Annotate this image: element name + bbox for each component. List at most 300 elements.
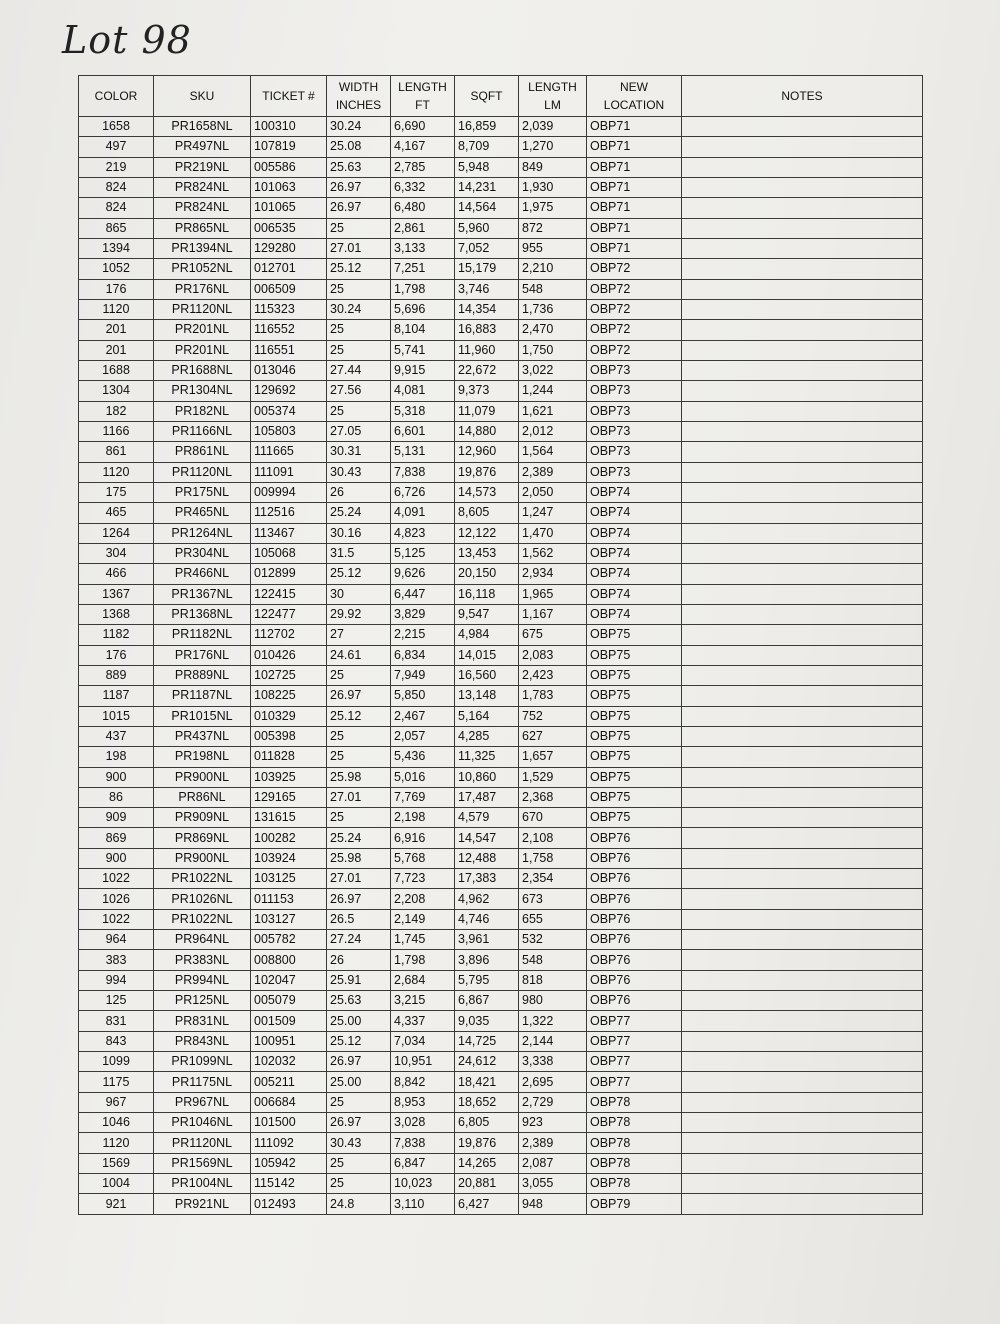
cell-sku: PR831NL — [154, 1011, 251, 1031]
cell-width: 25 — [327, 747, 391, 767]
cell-sqft: 4,285 — [455, 726, 519, 746]
cell-width: 24.8 — [327, 1194, 391, 1215]
cell-length-lm: 548 — [519, 950, 587, 970]
cell-location: OBP76 — [587, 909, 682, 929]
cell-location: OBP76 — [587, 869, 682, 889]
cell-sqft: 12,960 — [455, 442, 519, 462]
cell-length-lm: 948 — [519, 1194, 587, 1215]
cell-color: 1264 — [79, 523, 154, 543]
table-row — [79, 564, 923, 584]
cell-sku: PR1569NL — [154, 1153, 251, 1173]
table-row — [79, 299, 923, 319]
table-row — [79, 686, 923, 706]
cell-length-ft: 1,745 — [391, 930, 455, 950]
cell-sqft: 4,984 — [455, 625, 519, 645]
cell-sqft: 8,709 — [455, 137, 519, 157]
cell-color: 964 — [79, 930, 154, 950]
cell-length-lm: 1,758 — [519, 848, 587, 868]
cell-color: 921 — [79, 1194, 154, 1215]
cell-color: 1022 — [79, 909, 154, 929]
cell-ticket: 102032 — [251, 1052, 327, 1072]
cell-location: OBP73 — [587, 360, 682, 380]
cell-ticket: 011153 — [251, 889, 327, 909]
cell-sku: PR909NL — [154, 808, 251, 828]
header-notes: NOTES — [682, 76, 923, 117]
cell-width: 25 — [327, 279, 391, 299]
cell-width: 25 — [327, 1153, 391, 1173]
cell-color: 383 — [79, 950, 154, 970]
cell-location: OBP77 — [587, 1011, 682, 1031]
cell-ticket: 012701 — [251, 259, 327, 279]
cell-sku: PR1026NL — [154, 889, 251, 909]
cell-length-ft: 6,916 — [391, 828, 455, 848]
cell-length-ft: 7,838 — [391, 462, 455, 482]
cell-color: 909 — [79, 808, 154, 828]
cell-notes — [682, 482, 923, 502]
cell-color: 1120 — [79, 299, 154, 319]
cell-color: 1015 — [79, 706, 154, 726]
header-row — [79, 76, 923, 117]
cell-length-lm: 2,108 — [519, 828, 587, 848]
cell-sku: PR201NL — [154, 340, 251, 360]
cell-sku: PR86NL — [154, 787, 251, 807]
cell-location: OBP76 — [587, 889, 682, 909]
cell-length-ft: 5,696 — [391, 299, 455, 319]
cell-length-ft: 5,318 — [391, 401, 455, 421]
cell-sku: PR176NL — [154, 645, 251, 665]
table-row — [79, 340, 923, 360]
cell-length-lm: 1,167 — [519, 604, 587, 624]
cell-sku: PR1120NL — [154, 1133, 251, 1153]
cell-length-ft: 2,149 — [391, 909, 455, 929]
cell-sqft: 14,573 — [455, 482, 519, 502]
table-row — [79, 1092, 923, 1112]
cell-length-lm: 2,368 — [519, 787, 587, 807]
cell-length-ft: 7,034 — [391, 1031, 455, 1051]
cell-sqft: 11,960 — [455, 340, 519, 360]
cell-color: 1120 — [79, 462, 154, 482]
cell-color: 125 — [79, 991, 154, 1011]
cell-sku: PR497NL — [154, 137, 251, 157]
table-row — [79, 1133, 923, 1153]
cell-color: 1304 — [79, 381, 154, 401]
table-row — [79, 1031, 923, 1051]
cell-ticket: 105803 — [251, 421, 327, 441]
cell-length-ft: 7,251 — [391, 259, 455, 279]
table-row — [79, 1011, 923, 1031]
cell-length-lm: 1,562 — [519, 543, 587, 563]
cell-color: 219 — [79, 157, 154, 177]
cell-ticket: 108225 — [251, 686, 327, 706]
cell-width: 25 — [327, 1092, 391, 1112]
cell-color: 304 — [79, 543, 154, 563]
cell-notes — [682, 462, 923, 482]
cell-length-ft: 5,436 — [391, 747, 455, 767]
header-sqft: SQFT — [455, 76, 519, 117]
cell-location: OBP73 — [587, 462, 682, 482]
cell-sku: PR1120NL — [154, 299, 251, 319]
cell-sqft: 14,564 — [455, 198, 519, 218]
cell-length-ft: 1,798 — [391, 279, 455, 299]
cell-length-ft: 3,215 — [391, 991, 455, 1011]
cell-location: OBP73 — [587, 381, 682, 401]
cell-sku: PR964NL — [154, 930, 251, 950]
cell-notes — [682, 259, 923, 279]
cell-location: OBP76 — [587, 930, 682, 950]
cell-notes — [682, 360, 923, 380]
cell-length-ft: 6,690 — [391, 117, 455, 137]
cell-sku: PR437NL — [154, 726, 251, 746]
cell-ticket: 101063 — [251, 177, 327, 197]
cell-width: 27.56 — [327, 381, 391, 401]
cell-width: 25.98 — [327, 767, 391, 787]
cell-length-ft: 6,726 — [391, 482, 455, 502]
cell-notes — [682, 665, 923, 685]
cell-width: 25.63 — [327, 991, 391, 1011]
cell-sku: PR1004NL — [154, 1174, 251, 1194]
cell-ticket: 122415 — [251, 584, 327, 604]
cell-sqft: 6,427 — [455, 1194, 519, 1215]
cell-ticket: 112516 — [251, 503, 327, 523]
table-row — [79, 706, 923, 726]
cell-width: 30.31 — [327, 442, 391, 462]
cell-width: 29.92 — [327, 604, 391, 624]
cell-length-ft: 2,785 — [391, 157, 455, 177]
cell-sku: PR1046NL — [154, 1113, 251, 1133]
cell-ticket: 131615 — [251, 808, 327, 828]
cell-length-lm: 955 — [519, 238, 587, 258]
cell-location: OBP71 — [587, 238, 682, 258]
cell-notes — [682, 137, 923, 157]
cell-ticket: 105942 — [251, 1153, 327, 1173]
cell-location: OBP72 — [587, 259, 682, 279]
cell-width: 25.24 — [327, 503, 391, 523]
cell-sku: PR125NL — [154, 991, 251, 1011]
cell-sqft: 11,079 — [455, 401, 519, 421]
header-length-ft-line1: LENGTH — [398, 80, 447, 94]
cell-ticket: 005374 — [251, 401, 327, 421]
cell-length-ft: 4,091 — [391, 503, 455, 523]
cell-width: 25.00 — [327, 1072, 391, 1092]
cell-sqft: 3,961 — [455, 930, 519, 950]
cell-sqft: 17,487 — [455, 787, 519, 807]
cell-ticket: 102725 — [251, 665, 327, 685]
cell-sku: PR1367NL — [154, 584, 251, 604]
table-body — [79, 117, 923, 1215]
cell-ticket: 111665 — [251, 442, 327, 462]
cell-location: OBP75 — [587, 645, 682, 665]
cell-sqft: 12,122 — [455, 523, 519, 543]
cell-ticket: 116552 — [251, 320, 327, 340]
table-row — [79, 279, 923, 299]
cell-sqft: 14,547 — [455, 828, 519, 848]
cell-sqft: 10,860 — [455, 767, 519, 787]
table-row — [79, 177, 923, 197]
cell-notes — [682, 320, 923, 340]
cell-location: OBP78 — [587, 1133, 682, 1153]
cell-ticket: 113467 — [251, 523, 327, 543]
cell-location: OBP71 — [587, 218, 682, 238]
header-length-ft — [391, 76, 455, 117]
cell-notes — [682, 909, 923, 929]
cell-length-ft: 6,480 — [391, 198, 455, 218]
table-row — [79, 238, 923, 258]
cell-notes — [682, 1072, 923, 1092]
table-row — [79, 543, 923, 563]
cell-notes — [682, 726, 923, 746]
cell-sku: PR843NL — [154, 1031, 251, 1051]
cell-color: 843 — [79, 1031, 154, 1051]
cell-color: 1026 — [79, 889, 154, 909]
cell-length-lm: 1,657 — [519, 747, 587, 767]
cell-sqft: 16,859 — [455, 117, 519, 137]
cell-sqft: 14,354 — [455, 299, 519, 319]
cell-sqft: 20,150 — [455, 564, 519, 584]
cell-location: OBP71 — [587, 137, 682, 157]
cell-sqft: 5,960 — [455, 218, 519, 238]
cell-width: 26.97 — [327, 1052, 391, 1072]
cell-width: 27.44 — [327, 360, 391, 380]
cell-width: 27.01 — [327, 869, 391, 889]
cell-sku: PR900NL — [154, 767, 251, 787]
cell-width: 26.97 — [327, 198, 391, 218]
cell-color: 824 — [79, 177, 154, 197]
cell-color: 1166 — [79, 421, 154, 441]
cell-width: 25 — [327, 1174, 391, 1194]
cell-sku: PR201NL — [154, 320, 251, 340]
cell-color: 967 — [79, 1092, 154, 1112]
cell-location: OBP74 — [587, 543, 682, 563]
cell-length-ft: 7,838 — [391, 1133, 455, 1153]
cell-color: 1052 — [79, 259, 154, 279]
cell-sku: PR889NL — [154, 665, 251, 685]
cell-notes — [682, 1052, 923, 1072]
cell-sqft: 9,035 — [455, 1011, 519, 1031]
cell-length-ft: 3,028 — [391, 1113, 455, 1133]
header-color: COLOR — [79, 76, 154, 117]
cell-length-lm: 2,695 — [519, 1072, 587, 1092]
cell-notes — [682, 930, 923, 950]
cell-length-ft: 7,949 — [391, 665, 455, 685]
cell-notes — [682, 625, 923, 645]
table-row — [79, 645, 923, 665]
cell-length-ft: 2,467 — [391, 706, 455, 726]
cell-notes — [682, 970, 923, 990]
cell-length-ft: 6,447 — [391, 584, 455, 604]
cell-length-ft: 8,953 — [391, 1092, 455, 1112]
cell-sqft: 16,883 — [455, 320, 519, 340]
cell-sqft: 24,612 — [455, 1052, 519, 1072]
cell-width: 30.43 — [327, 1133, 391, 1153]
cell-length-lm: 2,423 — [519, 665, 587, 685]
cell-width: 30.24 — [327, 299, 391, 319]
cell-length-ft: 5,741 — [391, 340, 455, 360]
cell-ticket: 100951 — [251, 1031, 327, 1051]
cell-length-ft: 5,131 — [391, 442, 455, 462]
cell-color: 1099 — [79, 1052, 154, 1072]
cell-sqft: 20,881 — [455, 1174, 519, 1194]
header-length-ft-line2: FT — [415, 98, 430, 112]
cell-width: 25.12 — [327, 1031, 391, 1051]
cell-color: 824 — [79, 198, 154, 218]
cell-length-ft: 1,798 — [391, 950, 455, 970]
header-location-line1: NEW — [620, 80, 648, 94]
cell-notes — [682, 381, 923, 401]
cell-sqft: 14,880 — [455, 421, 519, 441]
cell-ticket: 103127 — [251, 909, 327, 929]
table-row — [79, 503, 923, 523]
header-ticket: TICKET # — [251, 76, 327, 117]
table-row — [79, 1153, 923, 1173]
cell-length-lm: 1,270 — [519, 137, 587, 157]
cell-length-ft: 2,684 — [391, 970, 455, 990]
cell-sku: PR869NL — [154, 828, 251, 848]
cell-ticket: 101065 — [251, 198, 327, 218]
header-location — [587, 76, 682, 117]
cell-notes — [682, 1031, 923, 1051]
cell-sku: PR1394NL — [154, 238, 251, 258]
cell-width: 25.12 — [327, 706, 391, 726]
cell-location: OBP76 — [587, 950, 682, 970]
table-row — [79, 604, 923, 624]
cell-sku: PR175NL — [154, 482, 251, 502]
cell-sqft: 13,148 — [455, 686, 519, 706]
cell-ticket: 006684 — [251, 1092, 327, 1112]
table-row — [79, 259, 923, 279]
table-row — [79, 320, 923, 340]
cell-location: OBP74 — [587, 503, 682, 523]
table-row — [79, 360, 923, 380]
cell-sqft: 3,896 — [455, 950, 519, 970]
cell-color: 175 — [79, 482, 154, 502]
cell-sqft: 16,560 — [455, 665, 519, 685]
cell-width: 30.43 — [327, 462, 391, 482]
cell-color: 198 — [79, 747, 154, 767]
table-row — [79, 808, 923, 828]
table-row — [79, 1052, 923, 1072]
cell-ticket: 103125 — [251, 869, 327, 889]
cell-length-lm: 872 — [519, 218, 587, 238]
cell-notes — [682, 1113, 923, 1133]
cell-length-ft: 9,915 — [391, 360, 455, 380]
table-row — [79, 767, 923, 787]
cell-sku: PR861NL — [154, 442, 251, 462]
header-length-lm-line2: LM — [544, 98, 561, 112]
cell-length-lm: 2,389 — [519, 462, 587, 482]
cell-sqft: 14,265 — [455, 1153, 519, 1173]
cell-location: OBP75 — [587, 747, 682, 767]
table-row — [79, 482, 923, 502]
cell-length-ft: 2,198 — [391, 808, 455, 828]
cell-notes — [682, 1092, 923, 1112]
cell-length-lm: 2,144 — [519, 1031, 587, 1051]
cell-width: 26.97 — [327, 1113, 391, 1133]
cell-length-lm: 2,729 — [519, 1092, 587, 1112]
cell-location: OBP76 — [587, 970, 682, 990]
table-row — [79, 157, 923, 177]
cell-width: 25 — [327, 320, 391, 340]
cell-ticket: 129165 — [251, 787, 327, 807]
table-row — [79, 1194, 923, 1215]
cell-width: 25 — [327, 340, 391, 360]
cell-width: 25.24 — [327, 828, 391, 848]
cell-ticket: 103925 — [251, 767, 327, 787]
cell-length-ft: 3,110 — [391, 1194, 455, 1215]
cell-width: 27.01 — [327, 238, 391, 258]
cell-location: OBP75 — [587, 665, 682, 685]
cell-sku: PR1166NL — [154, 421, 251, 441]
cell-length-ft: 5,125 — [391, 543, 455, 563]
cell-sqft: 14,231 — [455, 177, 519, 197]
cell-sku: PR1099NL — [154, 1052, 251, 1072]
cell-color: 1688 — [79, 360, 154, 380]
cell-sku: PR824NL — [154, 198, 251, 218]
cell-sqft: 9,373 — [455, 381, 519, 401]
cell-length-ft: 3,829 — [391, 604, 455, 624]
cell-ticket: 122477 — [251, 604, 327, 624]
cell-ticket: 115142 — [251, 1174, 327, 1194]
header-width-line2: INCHES — [335, 98, 382, 112]
cell-sku: PR1022NL — [154, 869, 251, 889]
table-row — [79, 218, 923, 238]
cell-location: OBP73 — [587, 442, 682, 462]
cell-notes — [682, 950, 923, 970]
cell-sqft: 18,652 — [455, 1092, 519, 1112]
cell-ticket: 005398 — [251, 726, 327, 746]
cell-length-ft: 2,057 — [391, 726, 455, 746]
cell-sku: PR304NL — [154, 543, 251, 563]
table-row — [79, 401, 923, 421]
cell-color: 201 — [79, 340, 154, 360]
cell-location: OBP75 — [587, 808, 682, 828]
cell-sqft: 5,795 — [455, 970, 519, 990]
cell-length-lm: 2,389 — [519, 1133, 587, 1153]
cell-ticket: 111091 — [251, 462, 327, 482]
cell-length-ft: 10,023 — [391, 1174, 455, 1194]
cell-location: OBP76 — [587, 848, 682, 868]
cell-location: OBP75 — [587, 686, 682, 706]
cell-length-ft: 5,850 — [391, 686, 455, 706]
cell-width: 25 — [327, 808, 391, 828]
cell-width: 26 — [327, 950, 391, 970]
header-location-line2: LOCATION — [603, 98, 665, 112]
cell-location: OBP79 — [587, 1194, 682, 1215]
table-row — [79, 869, 923, 889]
cell-length-ft: 6,332 — [391, 177, 455, 197]
cell-location: OBP72 — [587, 299, 682, 319]
cell-sku: PR198NL — [154, 747, 251, 767]
cell-ticket: 009994 — [251, 482, 327, 502]
cell-notes — [682, 442, 923, 462]
cell-ticket: 006509 — [251, 279, 327, 299]
cell-ticket: 012899 — [251, 564, 327, 584]
cell-sku: PR1120NL — [154, 462, 251, 482]
cell-color: 1187 — [79, 686, 154, 706]
cell-location: OBP72 — [587, 320, 682, 340]
cell-sku: PR994NL — [154, 970, 251, 990]
cell-location: OBP77 — [587, 1031, 682, 1051]
cell-notes — [682, 401, 923, 421]
cell-length-lm: 3,338 — [519, 1052, 587, 1072]
cell-notes — [682, 299, 923, 319]
cell-location: OBP78 — [587, 1153, 682, 1173]
cell-width: 25.98 — [327, 848, 391, 868]
cell-location: OBP78 — [587, 1113, 682, 1133]
cell-sku: PR967NL — [154, 1092, 251, 1112]
cell-width: 25.08 — [327, 137, 391, 157]
header-length-lm — [519, 76, 587, 117]
cell-color: 437 — [79, 726, 154, 746]
